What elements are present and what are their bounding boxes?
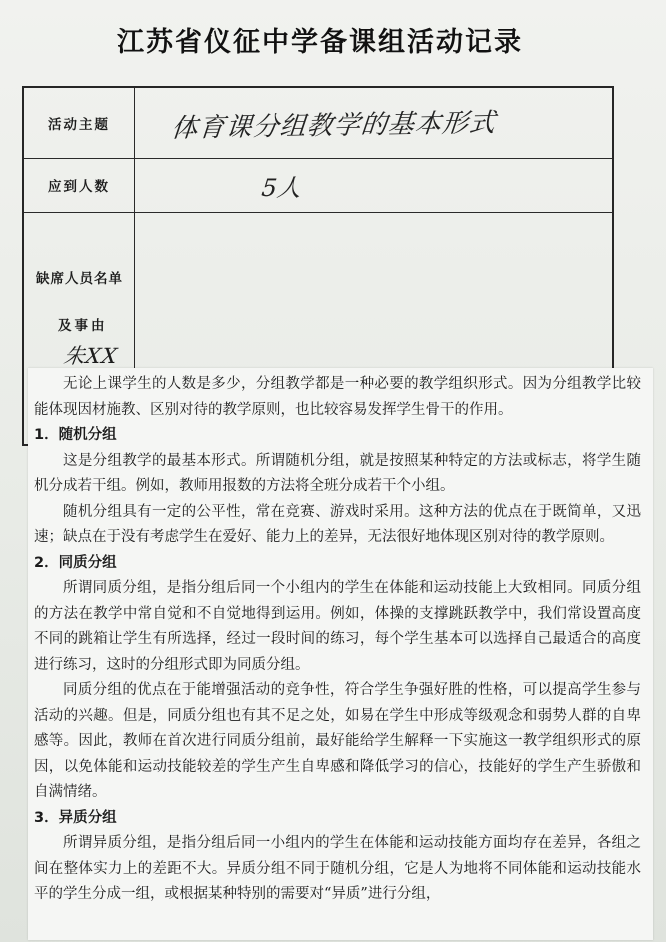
topic-handwriting: 体育课分组教学的基本形式: [170, 107, 498, 144]
absent-name-handwriting: 朱XX: [62, 344, 120, 368]
topic-label: 活动主题: [24, 88, 135, 158]
absent-label-line1: 缺席人员名单: [36, 271, 123, 287]
topic-row: [24, 88, 612, 159]
absent-label-line2: 及事由: [58, 318, 108, 334]
article-intro: 无论上课学生的人数是多少，分组教学都是一种必要的教学组织形式。因为分组教学比较能体现因材施教、区别对待的教学原则，也比较容易发挥学生骨干的作用。: [34, 376, 641, 418]
attendance-row: [24, 158, 612, 213]
random-paragraph-2: 随机分组具有一定的公平性，常在竞赛、游戏时采用。这种方法的优点在于既简单，又迅速；缺点在于没有考虑学生在爱好、能力上的差异，无法很好地体现区别对待的教学原则。: [34, 503, 641, 545]
section-heading-homogeneous: 2．同质分组: [34, 554, 117, 571]
section-heading-heterogeneous: 3．异质分组: [34, 809, 117, 826]
attendance-label: 应到人数: [24, 158, 135, 212]
page-title: 江苏省仪征中学备课组活动记录: [117, 27, 523, 58]
section-heading-random: 1．随机分组: [34, 427, 117, 443]
homogeneous-paragraph-2: 同质分组的优点在于能增强活动的竞争性，符合学生争强好胜的性格，可以提高学生参与活动的兴趣。但是，同质分组也有其不足之处，如易在学生中形成等级观念和弱势人群的自卑感等。因此，教师在首次进行同质分组前，最好能给学生解释一下实施这一教学组织形式的原因，以免体能和运动技能较差的学生产生自卑感和降低学习的信心，技能好的学生产生骄傲和自满情绪。: [34, 682, 641, 800]
pasted-article: [28, 368, 653, 940]
random-paragraph-1: 这是分组教学的最基本形式。所谓随机分组，就是按照某种特定的方法或标志，将学生随机分成若干组。例如，教师用报数的方法将全班分成若干个小组。: [34, 452, 641, 494]
homogeneous-paragraph-1: 所谓同质分组，是指分组后同一个小组内的学生在体能和运动技能上大致相同。同质分组的方法在教学中常自觉和不自觉地得到运用。例如，体操的支撑跳跃教学中，我们常设置高度不同的跳箱让学生有所选择，经过一段时间的练习，每个学生基本可以选择自己最适合的高度进行练习，这时的分组形式即为同质分组。: [34, 580, 641, 673]
attendance-handwriting: 5人: [260, 173, 303, 202]
topic-value: [136, 88, 612, 158]
attendance-value: [136, 158, 612, 212]
heterogeneous-paragraph-1: 所谓异质分组，是指分组后同一小组内的学生在体能和运动技能方面均存在差异，各组之间在整体实力上的差距不大。异质分组不同于随机分组，它是人为地将不同体能和运动技能水平的学生分成一组，或根据某种特别的需要对“异质”进行分组，: [34, 835, 641, 902]
